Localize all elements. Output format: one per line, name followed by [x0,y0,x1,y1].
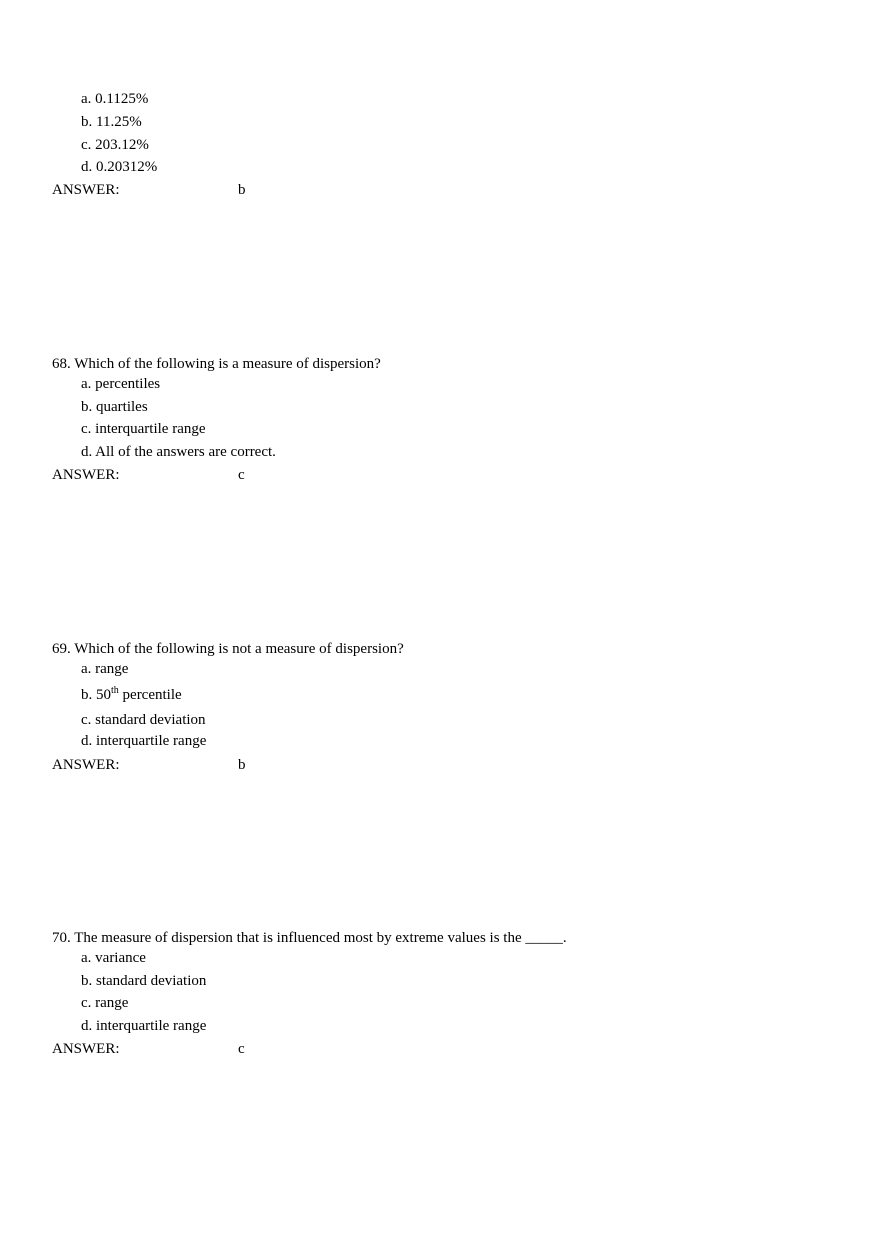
option-a: a. percentiles [81,376,161,392]
answer-value: c [238,467,245,483]
option-c: c. standard deviation [81,712,206,728]
option-a: a. variance [81,950,146,966]
option-b-superscript: th [111,685,119,696]
option-b-prefix: b. 50 [81,687,111,703]
option-b: b. standard deviation [81,973,207,989]
question-text: 70. The measure of dispersion that is influenced most by extreme values is the _____. [52,930,567,946]
answer-label: ANSWER: [52,757,120,773]
option-b-suffix: percentile [118,687,182,703]
option-d: d. interquartile range [81,1018,207,1034]
answer-label: ANSWER: [52,1041,120,1057]
option-b: b. 11.25% [81,114,142,130]
option-b: b. quartiles [81,399,148,415]
option-a: a. 0.1125% [81,91,149,107]
answer-value: b [238,182,246,198]
answer-label: ANSWER: [52,467,120,483]
option-c: c. 203.12% [81,137,149,153]
question-text: 69. Which of the following is not a measure of dispersion? [52,641,404,657]
answer-label: ANSWER: [52,182,120,198]
option-a: a. range [81,661,129,677]
option-b [81,686,182,704]
option-d: d. interquartile range [81,733,207,749]
answer-value: c [238,1041,245,1057]
option-c: c. interquartile range [81,421,206,437]
answer-value: b [238,757,246,773]
option-c: c. range [81,995,129,1011]
question-text: 68. Which of the following is a measure of dispersion? [52,356,381,372]
option-d: d. 0.20312% [81,159,158,175]
option-d: d. All of the answers are correct. [81,444,276,460]
